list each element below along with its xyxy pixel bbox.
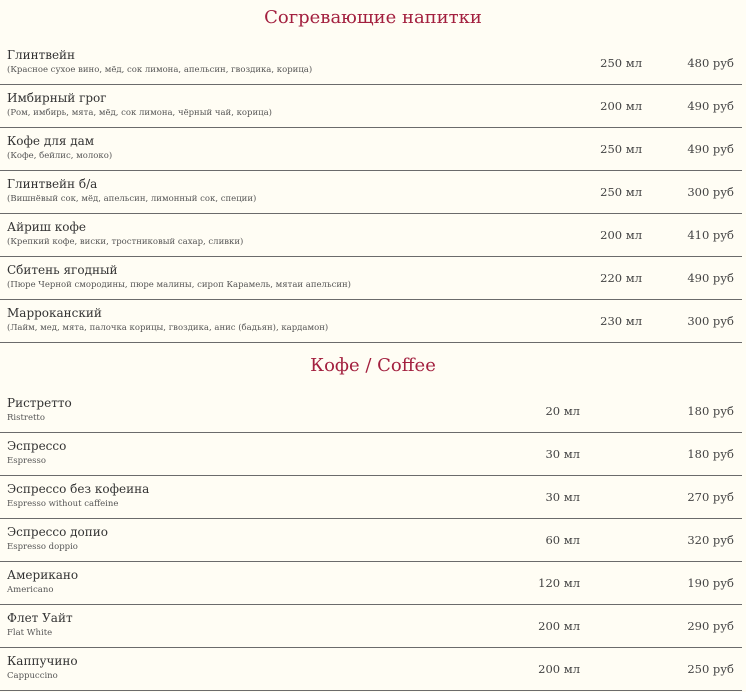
menu-item xyxy=(0,433,742,476)
item-description: Flat White xyxy=(7,628,53,638)
item-name: Сбитень ягодный xyxy=(7,263,118,277)
menu-item xyxy=(0,519,742,562)
item-volume: 120 мл xyxy=(538,576,580,590)
item-description: (Пюре Черной смородины, пюре малины, сироп Карамель, мятаи апельсин) xyxy=(7,280,351,290)
item-price: 480 руб xyxy=(687,56,734,70)
item-description: (Ром, имбирь, мята, мёд, сок лимона, чёрный чай, корица) xyxy=(7,108,272,118)
item-description: (Вишнёвый сок, мёд, апельсин, лимонный сок, специи) xyxy=(7,194,257,204)
item-description: (Лайм, мед, мята, палочка корицы, гвоздика, анис (бадьян), кардамон) xyxy=(7,323,329,333)
item-volume: 230 мл xyxy=(600,314,642,328)
item-name: Американо xyxy=(7,568,79,582)
item-volume: 30 мл xyxy=(545,490,580,504)
menu-item xyxy=(0,171,742,214)
item-name: Каппучино xyxy=(7,654,78,668)
item-price: 250 руб xyxy=(687,662,734,676)
item-name: Эспрессо допио xyxy=(7,525,108,539)
item-name: Флет Уайт xyxy=(7,611,73,625)
item-volume: 250 мл xyxy=(600,142,642,156)
item-name: Имбирный грог xyxy=(7,91,107,105)
item-name: Марроканский xyxy=(7,306,102,320)
item-price: 270 руб xyxy=(687,490,734,504)
item-volume: 200 мл xyxy=(600,228,642,242)
section-title-hot-drinks: Согревающие напитки xyxy=(264,7,482,28)
item-volume: 20 мл xyxy=(545,404,580,418)
menu-item xyxy=(0,128,742,171)
item-volume: 200 мл xyxy=(538,619,580,633)
item-volume: 30 мл xyxy=(545,447,580,461)
menu-item xyxy=(0,85,742,128)
item-name: Эспрессо без кофеина xyxy=(7,482,150,496)
item-volume: 250 мл xyxy=(600,185,642,199)
menu-item xyxy=(0,648,742,691)
menu-list-hot-drinks xyxy=(0,42,742,343)
menu-item xyxy=(0,562,742,605)
item-price: 300 руб xyxy=(687,185,734,199)
item-price: 490 руб xyxy=(687,142,734,156)
menu-item xyxy=(0,214,742,257)
item-price: 190 руб xyxy=(687,576,734,590)
menu-item xyxy=(0,300,742,343)
item-volume: 220 мл xyxy=(600,271,642,285)
item-name: Глинтвейн б/а xyxy=(7,177,98,191)
menu-list-coffee xyxy=(0,390,742,691)
item-description: (Крепкий кофе, виски, тростниковый сахар, сливки) xyxy=(7,237,244,247)
item-description: Cappuccino xyxy=(7,671,58,681)
section-title-coffee: Кофе / Coffee xyxy=(310,355,436,376)
item-price: 320 руб xyxy=(687,533,734,547)
menu-item xyxy=(0,605,742,648)
item-price: 490 руб xyxy=(687,271,734,285)
item-price: 180 руб xyxy=(687,447,734,461)
menu-item xyxy=(0,476,742,519)
item-price: 490 руб xyxy=(687,99,734,113)
item-name: Глинтвейн xyxy=(7,48,76,62)
item-price: 290 руб xyxy=(687,619,734,633)
item-name: Эспрессо xyxy=(7,439,67,453)
item-price: 410 руб xyxy=(687,228,734,242)
item-description: Ristretto xyxy=(7,413,45,423)
item-description: Americano xyxy=(7,585,54,595)
item-description: Espresso xyxy=(7,456,46,466)
item-volume: 250 мл xyxy=(600,56,642,70)
item-name: Айриш кофе xyxy=(7,220,86,234)
item-price: 180 руб xyxy=(687,404,734,418)
item-name: Кофе для дам xyxy=(7,134,95,148)
menu-item xyxy=(0,257,742,300)
item-description: Espresso doppio xyxy=(7,542,78,552)
item-price: 300 руб xyxy=(687,314,734,328)
item-description: (Кофе, бейлис, молоко) xyxy=(7,151,113,161)
menu-item xyxy=(0,390,742,433)
menu-item xyxy=(0,42,742,85)
item-volume: 200 мл xyxy=(600,99,642,113)
item-volume: 60 мл xyxy=(545,533,580,547)
item-description: Espresso without caffeine xyxy=(7,499,119,509)
item-description: (Красное сухое вино, мёд, сок лимона, апельсин, гвоздика, корица) xyxy=(7,65,313,75)
item-volume: 200 мл xyxy=(538,662,580,676)
item-name: Ристретто xyxy=(7,396,72,410)
